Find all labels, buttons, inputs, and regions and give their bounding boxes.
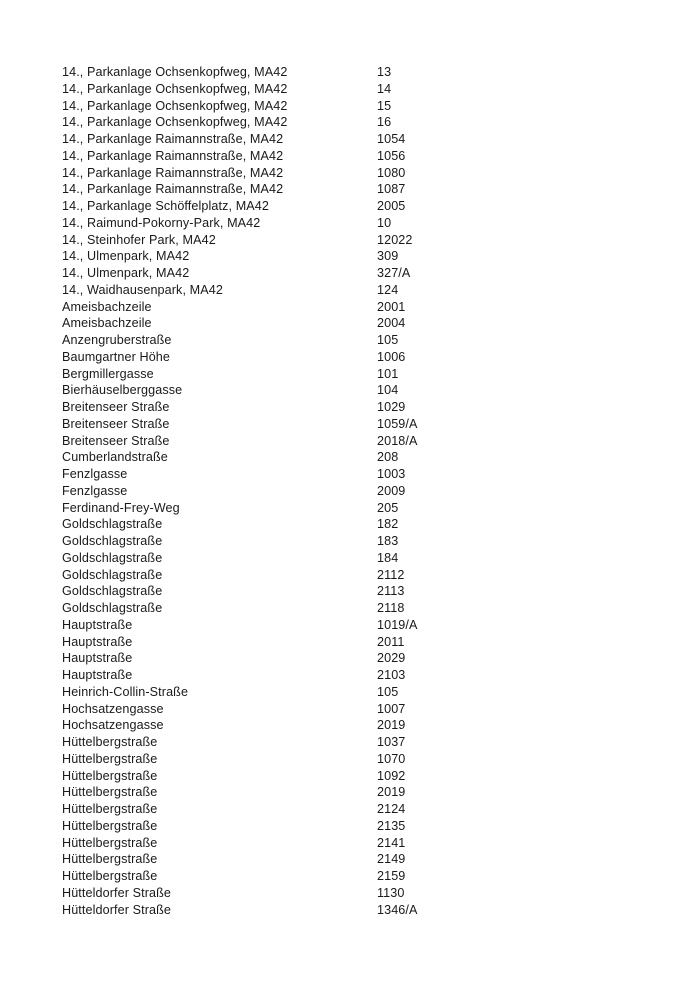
table-row — [62, 315, 622, 332]
location-name-cell: Bergmillergasse — [62, 366, 154, 381]
table-row — [62, 181, 622, 198]
location-name-cell: Goldschlagstraße — [62, 517, 163, 532]
location-name-cell: Ameisbachzeile — [62, 299, 152, 314]
location-name-cell: Hütteldorfer Straße — [62, 902, 171, 917]
table-row — [62, 600, 622, 617]
location-number-cell: 184 — [377, 550, 399, 565]
table-row — [62, 583, 622, 600]
location-number-cell: 2029 — [377, 651, 406, 666]
table-row — [62, 382, 622, 399]
location-name-cell: Hüttelbergstraße — [62, 751, 158, 766]
table-row — [62, 215, 622, 232]
table-row — [62, 131, 622, 148]
location-name-cell: Anzengruberstraße — [62, 333, 172, 347]
location-number-cell: 105 — [377, 333, 399, 347]
location-name-cell: 14., Parkanlage Ochsenkopfweg, MA42 — [62, 98, 288, 113]
location-number-cell: 2159 — [377, 869, 406, 883]
location-name-cell: 14., Parkanlage Raimannstraße, MA42 — [62, 148, 284, 163]
location-name-cell: Cumberlandstraße — [62, 450, 168, 465]
location-name-cell: Goldschlagstraße — [62, 584, 163, 599]
location-number-cell: 2011 — [377, 634, 405, 649]
location-name-cell: Goldschlagstraße — [62, 601, 163, 615]
location-name-cell: Goldschlagstraße — [62, 567, 163, 582]
location-name-cell: 14., Parkanlage Ochsenkopfweg, MA42 — [62, 65, 288, 79]
table-row — [62, 801, 622, 818]
table-row — [62, 232, 622, 249]
location-name-cell: 14., Parkanlage Ochsenkopfweg, MA42 — [62, 81, 288, 96]
location-number-cell: 1007 — [377, 701, 406, 716]
location-number-cell: 309 — [377, 249, 399, 264]
table-row — [62, 198, 622, 215]
location-name-cell: Ferdinand-Frey-Weg — [62, 500, 180, 515]
location-name-cell: Hauptstraße — [62, 617, 133, 632]
location-name-cell: Goldschlagstraße — [62, 550, 163, 565]
location-number-cell: 2019 — [377, 785, 406, 800]
location-name-cell: Fenzlgasse — [62, 467, 128, 481]
location-number-cell: 183 — [377, 534, 399, 548]
location-name-cell: Heinrich-Collin-Straße — [62, 684, 189, 699]
location-name-cell: Hüttelbergstraße — [62, 869, 158, 883]
location-name-cell: Hochsatzengasse — [62, 701, 164, 716]
location-name-cell: Breitenseer Straße — [62, 433, 170, 448]
table-row — [62, 299, 622, 316]
location-name-cell: 14., Raimund-Pokorny-Park, MA42 — [62, 215, 261, 230]
location-name-cell: Bierhäuselberggasse — [62, 383, 183, 398]
location-name-cell: Hochsatzengasse — [62, 718, 164, 733]
location-name-cell: Hüttelbergstraße — [62, 768, 158, 783]
location-name-cell: 14., Steinhofer Park, MA42 — [62, 232, 216, 247]
location-number-cell: 2004 — [377, 316, 406, 331]
location-number-cell: 2118 — [377, 601, 405, 615]
table-row — [62, 516, 622, 533]
location-number-cell: 2124 — [377, 802, 406, 816]
location-name-cell: Goldschlagstraße — [62, 534, 163, 548]
table-row — [62, 366, 622, 383]
location-name-cell: 14., Parkanlage Raimannstraße, MA42 — [62, 182, 284, 197]
table-row — [62, 416, 622, 433]
table-row — [62, 533, 622, 550]
location-name-cell: Hüttelbergstraße — [62, 835, 158, 850]
location-number-cell: 2009 — [377, 483, 406, 498]
table-row — [62, 567, 622, 584]
location-number-cell: 15 — [377, 98, 392, 113]
location-name-cell: 14., Ulmenpark, MA42 — [62, 266, 190, 280]
table-row — [62, 835, 622, 852]
location-number-cell: 2112 — [377, 567, 405, 582]
location-number-cell: 104 — [377, 383, 399, 398]
table-row — [62, 282, 622, 299]
table-row — [62, 784, 622, 801]
location-number-cell: 327/A — [377, 266, 411, 280]
table-row — [62, 265, 622, 282]
table-row — [62, 701, 622, 718]
table-row — [62, 717, 622, 734]
location-number-cell: 16 — [377, 115, 392, 130]
location-number-cell: 205 — [377, 500, 399, 515]
location-number-cell: 2135 — [377, 818, 406, 833]
location-name-cell: Hauptstraße — [62, 651, 133, 666]
table-row — [62, 165, 622, 182]
table-row — [62, 449, 622, 466]
table-row — [62, 734, 622, 751]
table-row — [62, 148, 622, 165]
location-number-cell: 1003 — [377, 467, 406, 481]
table-row — [62, 902, 622, 919]
table-row — [62, 851, 622, 868]
table-row — [62, 349, 622, 366]
location-number-cell: 14 — [377, 81, 392, 96]
location-table — [62, 64, 622, 918]
table-row — [62, 617, 622, 634]
location-name-cell: Hüttelbergstraße — [62, 852, 158, 867]
table-row — [62, 868, 622, 885]
location-name-cell: 14., Parkanlage Raimannstraße, MA42 — [62, 132, 284, 146]
location-name-cell: Hüttelbergstraße — [62, 802, 158, 816]
table-row — [62, 650, 622, 667]
location-number-cell: 2141 — [377, 835, 406, 850]
location-name-cell: Breitenseer Straße — [62, 416, 170, 431]
location-number-cell: 1130 — [377, 885, 405, 900]
location-name-cell: 14., Waidhausenpark, MA42 — [62, 282, 223, 297]
table-row — [62, 64, 622, 81]
location-number-cell: 2019 — [377, 718, 406, 733]
location-number-cell: 208 — [377, 450, 399, 465]
location-number-cell: 182 — [377, 517, 399, 532]
location-name-cell: 14., Parkanlage Schöffelplatz, MA42 — [62, 199, 269, 213]
location-number-cell: 1054 — [377, 132, 406, 146]
table-row — [62, 684, 622, 701]
location-number-cell: 1037 — [377, 735, 406, 749]
location-number-cell: 2113 — [377, 584, 405, 599]
location-number-cell: 1087 — [377, 182, 406, 197]
location-name-cell: Fenzlgasse — [62, 483, 128, 498]
table-row — [62, 114, 622, 131]
table-row — [62, 483, 622, 500]
location-number-cell: 1092 — [377, 768, 406, 783]
location-number-cell: 1059/A — [377, 416, 418, 431]
table-row — [62, 98, 622, 115]
location-name-cell: Ameisbachzeile — [62, 316, 152, 331]
location-name-cell: Hauptstraße — [62, 634, 133, 649]
location-name-cell: Breitenseer Straße — [62, 400, 170, 414]
table-row — [62, 466, 622, 483]
location-number-cell: 1029 — [377, 400, 406, 414]
location-number-cell: 105 — [377, 684, 399, 699]
location-number-cell: 1056 — [377, 148, 406, 163]
table-row — [62, 399, 622, 416]
table-row — [62, 248, 622, 265]
table-row — [62, 634, 622, 651]
location-number-cell: 2149 — [377, 852, 406, 867]
location-name-cell: 14., Parkanlage Raimannstraße, MA42 — [62, 165, 284, 180]
location-name-cell: Hüttelbergstraße — [62, 785, 158, 800]
location-number-cell: 1006 — [377, 349, 406, 364]
location-name-cell: Baumgartner Höhe — [62, 349, 171, 364]
location-number-cell: 10 — [377, 215, 392, 230]
location-number-cell: 1070 — [377, 751, 406, 766]
table-row — [62, 818, 622, 835]
location-name-cell: Hüttelbergstraße — [62, 735, 158, 749]
table-row — [62, 550, 622, 567]
location-name-cell: Hüttelbergstraße — [62, 818, 158, 833]
table-row — [62, 332, 622, 349]
location-number-cell: 101 — [377, 366, 399, 381]
table-row — [62, 751, 622, 768]
location-number-cell: 1080 — [377, 165, 406, 180]
table-row — [62, 768, 622, 785]
location-name-cell: 14., Ulmenpark, MA42 — [62, 249, 190, 264]
location-number-cell: 2018/A — [377, 433, 418, 448]
table-row — [62, 81, 622, 98]
location-number-cell: 124 — [377, 282, 399, 297]
table-row — [62, 667, 622, 684]
location-number-cell: 2103 — [377, 668, 406, 682]
location-number-cell: 13 — [377, 65, 392, 79]
location-number-cell: 2005 — [377, 199, 406, 213]
location-number-cell: 1019/A — [377, 617, 418, 632]
location-name-cell: 14., Parkanlage Ochsenkopfweg, MA42 — [62, 115, 288, 130]
location-name-cell: Hütteldorfer Straße — [62, 885, 171, 900]
table-row — [62, 433, 622, 450]
table-row — [62, 500, 622, 517]
location-name-cell: Hauptstraße — [62, 668, 133, 682]
location-number-cell: 12022 — [377, 232, 413, 247]
location-number-cell: 2001 — [377, 299, 406, 314]
table-row — [62, 885, 622, 902]
location-number-cell: 1346/A — [377, 902, 418, 917]
